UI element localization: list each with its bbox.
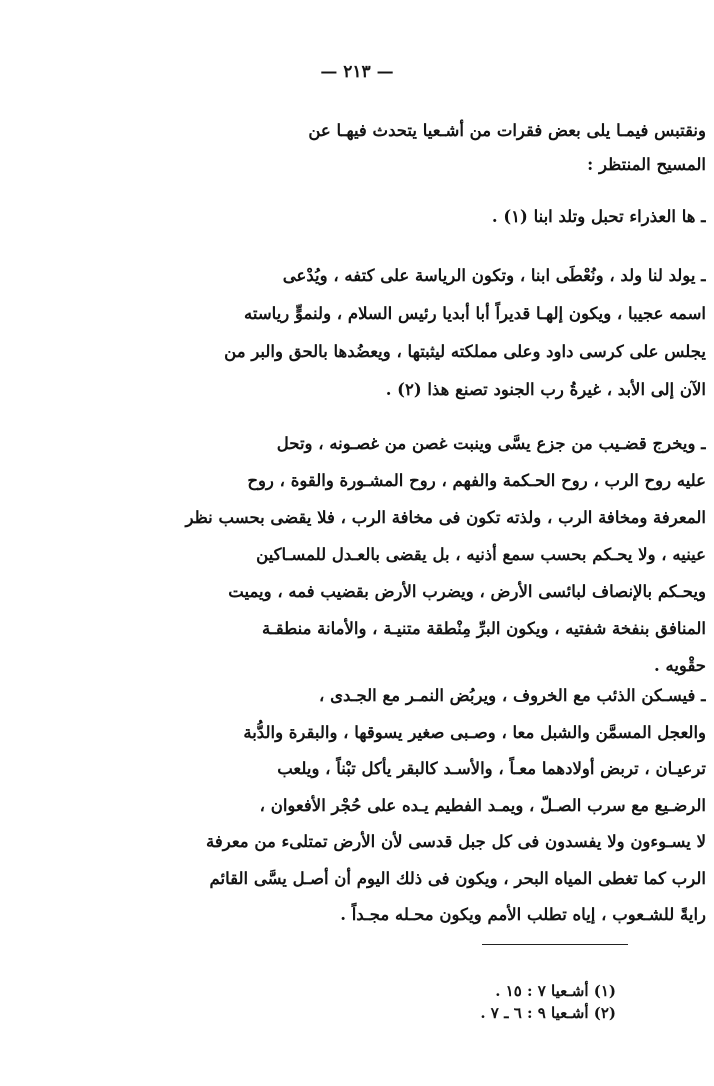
text-line: ترعيـان ، تربض أولادهما معـاً ، والأسـد كالبقر يأكل تبْناً ، ويلعب (277, 759, 706, 778)
footnote-1: (١) أشـعيا ٧ : ١٥ . (495, 982, 616, 1000)
text-line: ويحـكم بالإنصاف لبائسى الأرض ، ويضرب الأرض بقضيب فمه ، ويميت (228, 582, 706, 601)
text-line: يجلس على كرسى داود وعلى مملكته ليثبتها ، ويعضُدها بالحق والبر من (224, 342, 706, 361)
footnote-2: (٢) أشـعيا ٩ : ٦ ـ ٧ . (480, 1004, 616, 1022)
text-line: الرضـيع مع سرب الصـلّ ، ويمـد الفطيم يـده على حُجْر الأفعوان ، (259, 795, 706, 815)
footnotes (480, 980, 616, 1024)
text-line: الرب كما تغطى المياه البحر ، ويكون فى ذلك اليوم أن أصـل يسَّى القائم (209, 868, 706, 888)
text-line: ونقتبس فيمـا يلى بعض فقرات من أشـعيا يتحدث فيهـا عن (308, 121, 706, 140)
text-line: عليه روح الرب ، روح الحـكمة والفهم ، روح المشـورة والقوة ، روح (247, 471, 706, 490)
text-line: رايةً للشـعوب ، إياه تطلب الأمم ويكون محـله مجـداً . (340, 905, 706, 924)
text-line: ـ ويخرج قضـيب من جزع يسَّى وينبت غصن من غصـونه ، وتحل (276, 434, 706, 453)
text-line: المعرفة ومخافة الرب ، ولذته تكون فى مخافة الرب ، فلا يقضى بحسب نظر (185, 508, 706, 527)
page-number: — ٢١٣ — (320, 62, 394, 82)
quote-paragraph-2 (94, 257, 706, 409)
text-line: ـ ها العذراء تحبل وتلد ابنا (١) . (491, 207, 706, 226)
quote-paragraph-1 (94, 200, 706, 234)
text-line: المنافق بنفخة شفتيه ، ويكون البرِّ مِنْطقة متنيـة ، والأمانة منطقـة (262, 619, 706, 638)
intro-paragraph (94, 114, 706, 182)
text-line: المسيح المنتظر : (587, 155, 706, 174)
text-line: الآن إلى الأبد ، غيرةُ رب الجنود تصنع هذا (٢) . (385, 380, 706, 399)
text-line: حقْويه . (654, 656, 706, 675)
quote-paragraph-3 (94, 425, 706, 684)
text-line: اسمه عجيبا ، ويكون إلهـا قديراً أبا أبديا رئيس السلام ، ولنموٍّ رياسته (244, 304, 706, 323)
text-line: والعجل المسمَّن والشبل معا ، وصـبى صغير يسوقها ، والبقرة والدُّبة (243, 722, 706, 742)
text-line: ـ فيسـكن الذئب مع الخروف ، ويربُض النمـر مع الجـدى ، (319, 686, 706, 705)
footnote-divider (482, 944, 628, 945)
text-line: ـ يولد لنا ولد ، ونُعْطَى ابنا ، وتكون الرياسة على كتفه ، ويُدْعى (282, 266, 706, 285)
text-line: لا يسـوءون ولا يفسدون فى كل جبل قدسى لأن الأرض تمتلىء من معرفة (206, 832, 706, 851)
quote-paragraph-4 (94, 678, 706, 934)
text-line: عينيه ، ولا يحـكم بحسب سمع أذنيه ، بل يقضى بالعـدل للمسـاكين (256, 545, 706, 564)
